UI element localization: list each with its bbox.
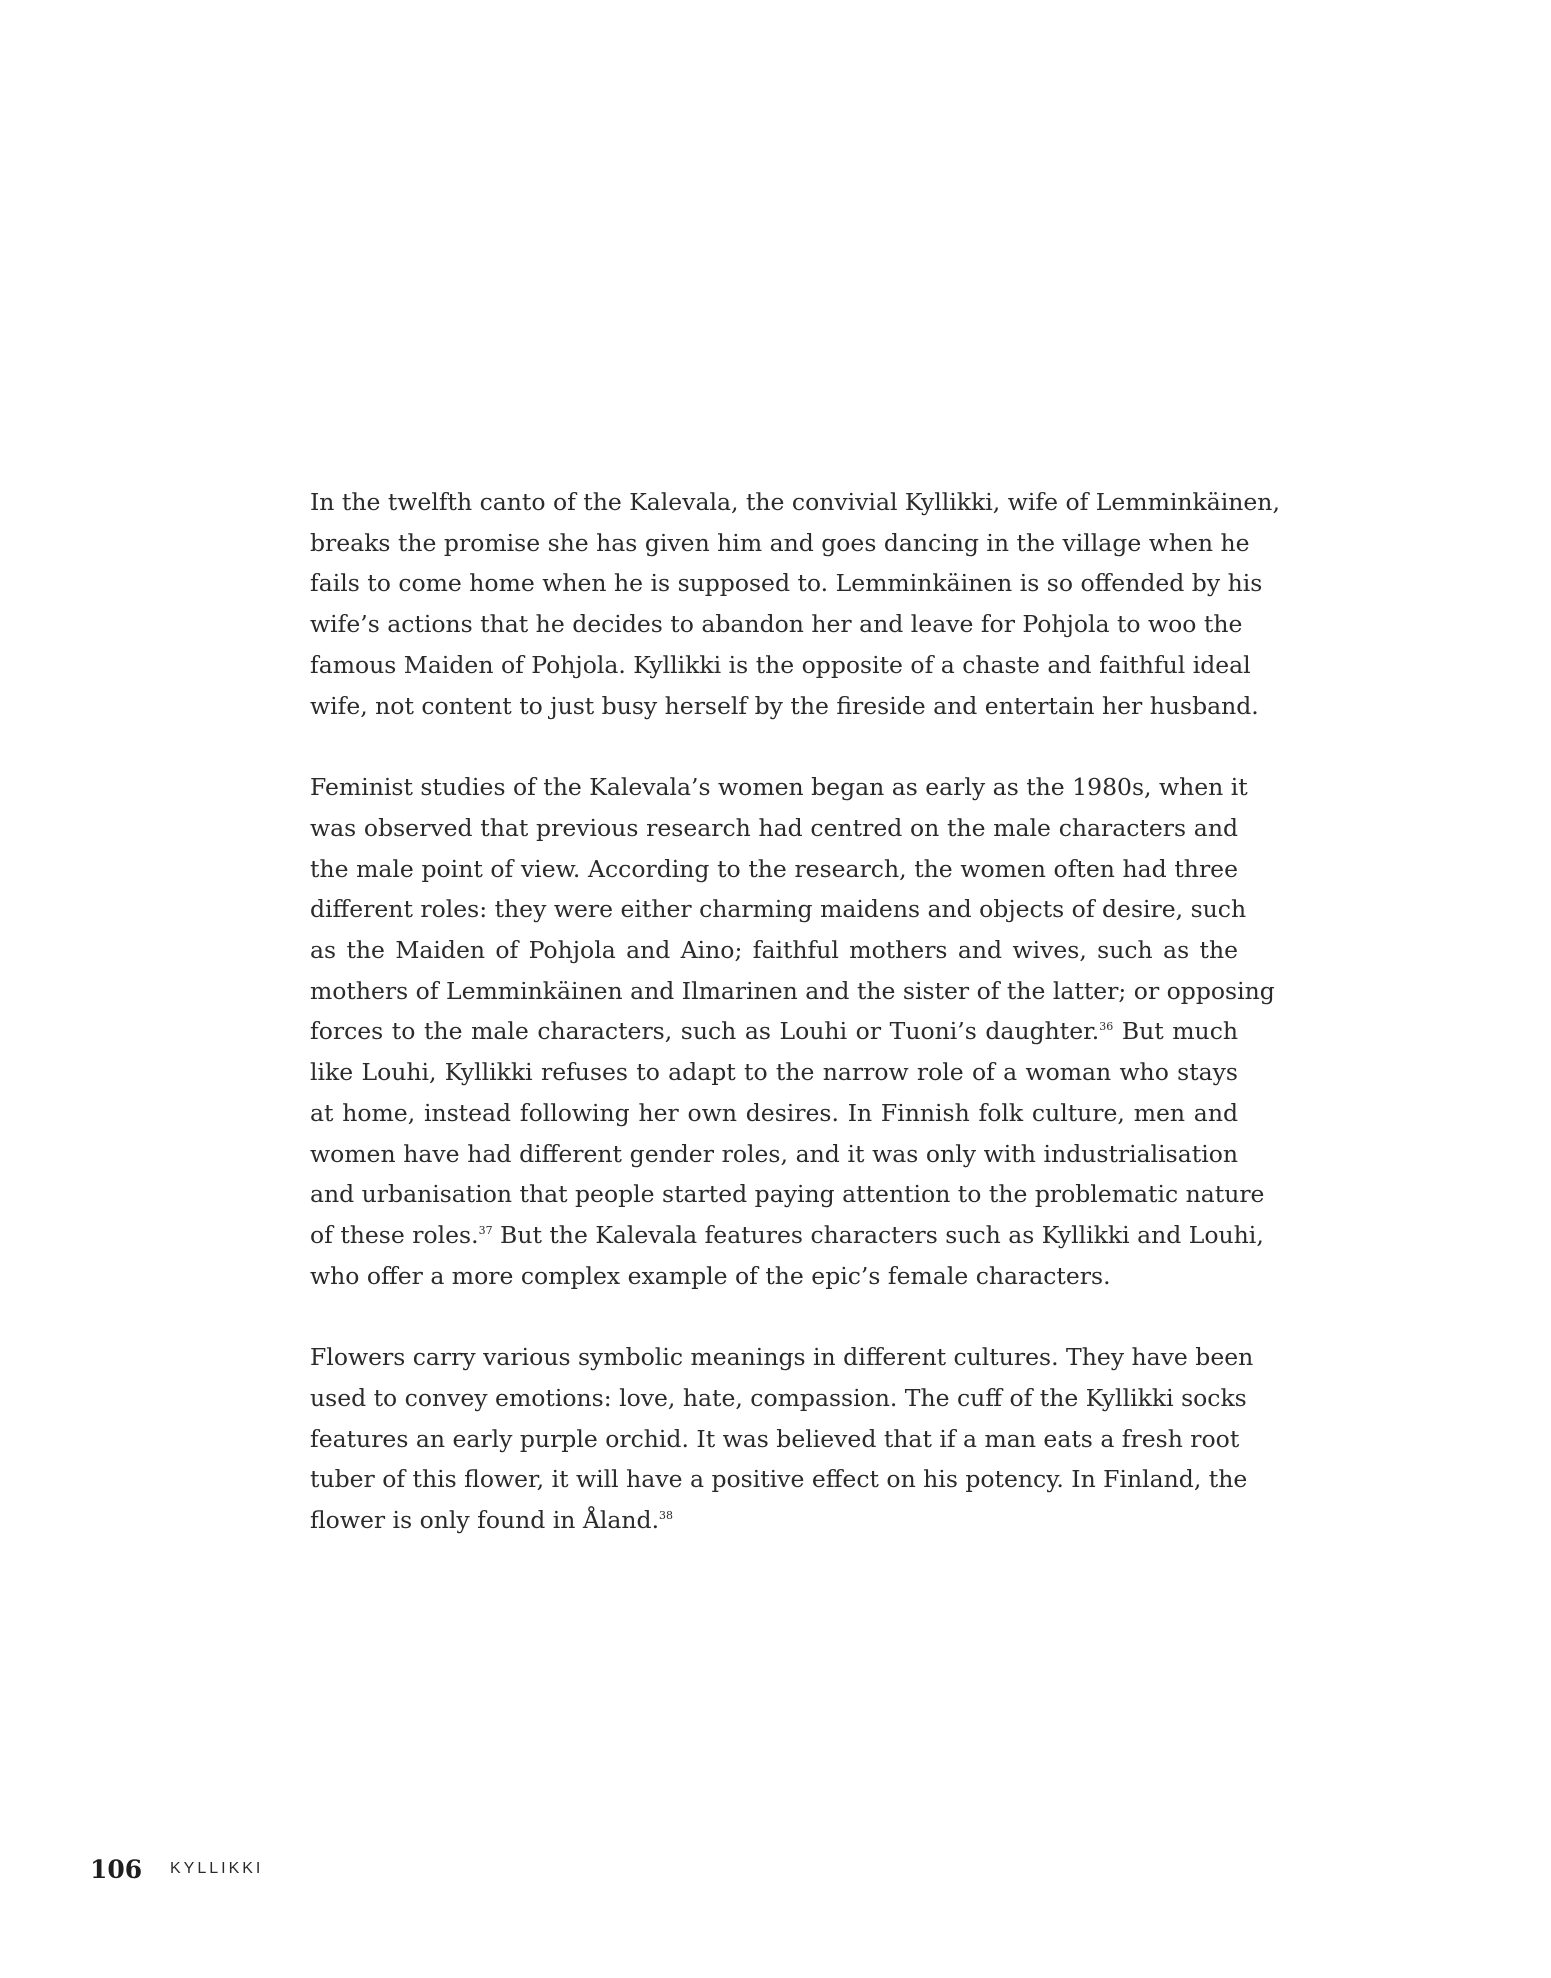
running-head: KYLLIKKI [170, 1860, 264, 1877]
text-line: as the Maiden of Pohjola and Aino; faithful mothers and wives, such as the [310, 936, 1238, 965]
text-line: breaks the promise she has given him and goes dancing in the village when he [310, 528, 1250, 557]
text-line: features an early purple orchid. It was believed that if a man eats a fresh root [310, 1424, 1240, 1453]
text-segment: But the Kalevala features characters such as Kyllikki and Louhi, [492, 1220, 1264, 1249]
paragraph-1 [310, 482, 1280, 726]
text-line [310, 1500, 1238, 1541]
footnote-marker[interactable]: 36 [1099, 1020, 1114, 1034]
text-line: tuber of this flower, it will have a positive effect on his potency. In Finland, the [310, 1465, 1248, 1494]
text-line: women have had different gender roles, and it was only with industrialisation [310, 1139, 1238, 1168]
text-line: mothers of Lemminkäinen and Ilmarinen and the sister of the latter; or opposing [310, 976, 1275, 1005]
footnote-marker[interactable]: 38 [659, 1509, 674, 1523]
text-line [310, 1011, 1238, 1052]
footnote-marker[interactable]: 37 [478, 1223, 493, 1237]
text-line [310, 1215, 1264, 1256]
text-segment: of these roles. [310, 1220, 479, 1249]
text-line: at home, instead following her own desires. In Finnish folk culture, men and [310, 1098, 1238, 1127]
page-number: 106 [90, 1855, 143, 1884]
text-line: famous Maiden of Pohjola. Kyllikki is the opposite of a chaste and faithful ideal [310, 650, 1251, 679]
text-line: different roles: they were either charming maidens and objects of desire, such [310, 895, 1247, 924]
text-line: wife’s actions that he decides to abandon her and leave for Pohjola to woo the [310, 610, 1243, 639]
body-text [310, 482, 1280, 1582]
paragraph-2 [310, 767, 1275, 1296]
text-line: used to convey emotions: love, hate, compassion. The cuff of the Kyllikki socks [310, 1384, 1247, 1413]
text-segment: forces to the male characters, such as Louhi or Tuoni’s daughter. [310, 1017, 1100, 1046]
text-line: and urbanisation that people started paying attention to the problematic nature [310, 1180, 1265, 1209]
text-line: who offer a more complex example of the epic’s female characters. [310, 1261, 1111, 1290]
text-line: Flowers carry various symbolic meanings in different cultures. They have been [310, 1343, 1254, 1372]
text-segment: But much [1113, 1017, 1238, 1046]
text-line: like Louhi, Kyllikki refuses to adapt to the narrow role of a woman who stays [310, 1058, 1238, 1087]
text-line: In the twelfth canto of the Kalevala, the convivial Kyllikki, wife of Lemminkäinen, [310, 488, 1280, 516]
text-line: was observed that previous research had centred on the male characters and [310, 813, 1238, 842]
text-line: wife, not content to just busy herself by the fireside and entertain her husband. [310, 691, 1259, 720]
text-line: fails to come home when he is supposed to. Lemminkäinen is so offended by his [310, 569, 1263, 598]
text-line: the male point of view. According to the research, the women often had three [310, 854, 1238, 883]
text-line: Feminist studies of the Kalevala’s women began as early as the 1980s, when it [310, 773, 1248, 802]
paragraph-3 [310, 1337, 1254, 1541]
text-segment: flower is only found in Åland. [310, 1506, 660, 1535]
